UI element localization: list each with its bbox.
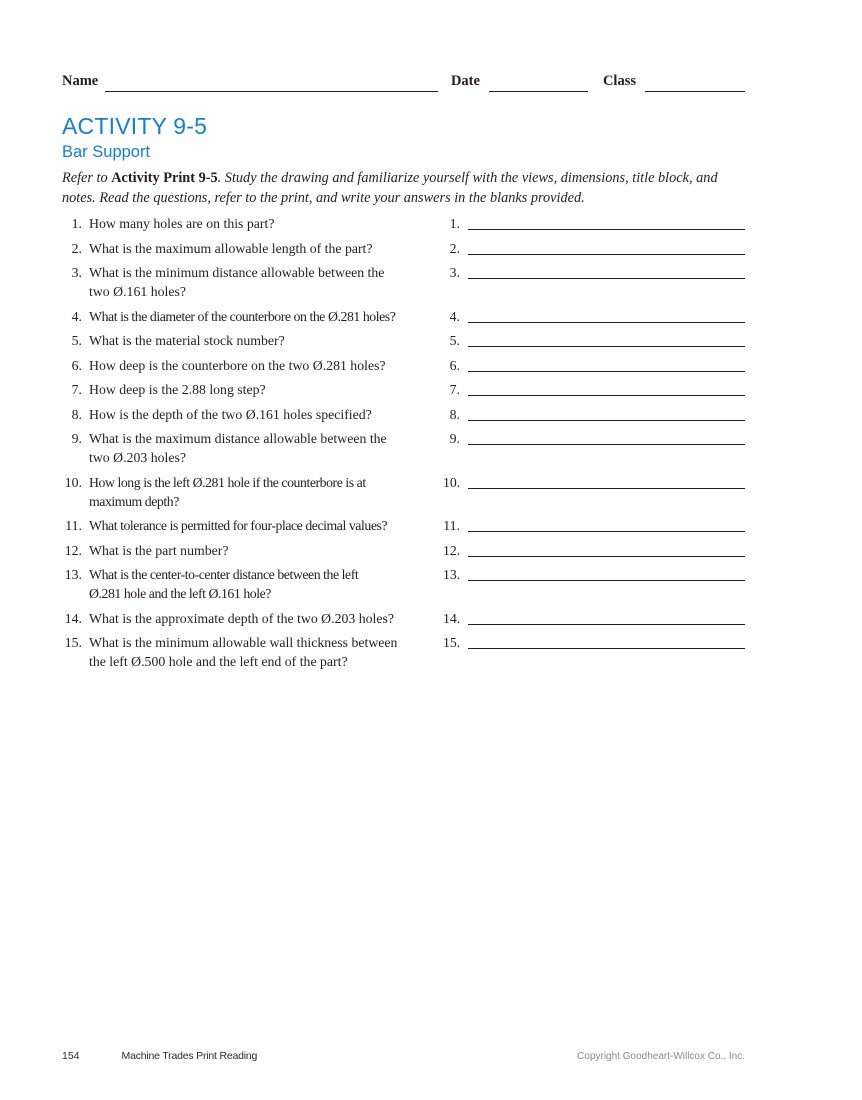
question-text [89, 405, 434, 424]
question-cell [62, 356, 434, 375]
date-blank-field[interactable] [489, 88, 588, 92]
answer-number: 10. [443, 474, 461, 490]
class-blank-field[interactable] [645, 88, 745, 92]
page-footer [62, 1050, 745, 1062]
question-row [62, 516, 745, 535]
question-list [62, 214, 745, 671]
answer-cell [443, 356, 745, 375]
question-text [89, 356, 434, 375]
question-cell [62, 516, 434, 535]
answer-blank[interactable] [468, 473, 745, 489]
question-cell [62, 633, 434, 671]
question-line: the left Ø.500 hole and the left end of the part? [89, 654, 348, 669]
answer-number: 13. [443, 567, 461, 582]
question-cell [62, 565, 434, 603]
question-row [62, 263, 745, 301]
question-text [89, 541, 434, 560]
question-cell [62, 473, 434, 511]
answer-number: 2. [449, 240, 460, 256]
book-title: Machine Trades Print Reading [121, 1050, 258, 1062]
question-row [62, 541, 745, 560]
answer-blank[interactable] [468, 263, 745, 279]
answer-blank[interactable] [468, 307, 745, 323]
question-number: 13. [64, 567, 82, 582]
question-number: 3. [71, 265, 82, 280]
answer-cell [443, 214, 745, 233]
print-reference: Activity Print 9-5 [111, 170, 218, 186]
question-cell [62, 429, 434, 467]
question-row [62, 356, 745, 375]
question-number: 8. [71, 406, 82, 422]
question-cell [62, 609, 434, 628]
question-line: What tolerance is permitted for four-place decimal values? [89, 518, 388, 533]
question-line: two Ø.161 holes? [89, 284, 186, 299]
answer-blank[interactable] [468, 356, 745, 372]
question-line: What is the material stock number? [89, 333, 285, 348]
question-row [62, 214, 745, 233]
answer-blank[interactable] [468, 565, 745, 581]
question-line: Ø.281 hole and the left Ø.161 hole? [89, 586, 271, 601]
question-number: 2. [71, 240, 82, 256]
question-line: How deep is the 2.88 long step? [89, 382, 266, 397]
question-line: What is the approximate depth of the two Ø.203 holes? [89, 610, 394, 626]
answer-number: 15. [443, 635, 461, 650]
answer-blank[interactable] [468, 380, 745, 396]
question-number: 4. [71, 308, 82, 324]
date-label: Date [450, 73, 480, 89]
copyright-notice: Copyright Goodheart-Willcox Co., Inc. [577, 1051, 745, 1062]
answer-cell [443, 380, 745, 399]
name-date-class-row [62, 73, 745, 90]
question-row [62, 565, 745, 603]
question-cell [62, 380, 434, 399]
answer-number: 4. [449, 308, 460, 324]
question-line: How long is the left Ø.281 hole if the counterbore is at [89, 474, 366, 490]
question-row [62, 405, 745, 424]
answer-blank[interactable] [468, 331, 745, 347]
question-text [89, 263, 434, 301]
answer-blank[interactable] [468, 633, 745, 649]
answer-blank[interactable] [468, 214, 745, 230]
question-text [89, 307, 434, 326]
question-row [62, 239, 745, 258]
answer-number: 6. [449, 357, 460, 373]
answer-cell [443, 516, 745, 535]
name-blank-field[interactable] [105, 88, 438, 92]
question-line: What is the minimum distance allowable between the [89, 265, 385, 280]
question-line: How deep is the counterbore on the two Ø.281 holes? [89, 357, 386, 373]
question-text [89, 565, 434, 603]
answer-blank[interactable] [468, 405, 745, 421]
answer-number: 5. [449, 333, 460, 348]
question-text [89, 473, 434, 511]
question-number: 11. [65, 518, 82, 533]
question-line: How many holes are on this part? [89, 216, 275, 231]
question-number: 9. [71, 431, 82, 446]
answer-blank[interactable] [468, 516, 745, 532]
question-text [89, 380, 434, 399]
activity-title: ACTIVITY 9-5 [62, 113, 208, 139]
question-line: maximum depth? [89, 493, 179, 509]
question-number: 5. [71, 333, 82, 348]
answer-number: 7. [449, 382, 460, 397]
question-cell [62, 405, 434, 424]
question-text [89, 429, 434, 467]
answer-number: 9. [449, 431, 460, 446]
instructions-body: . Study the drawing and familiarize yourself with the views, dimensions, title block, and notes. Read the questions, refer to the print, and write your answers in the blanks provided. [62, 170, 718, 206]
class-label: Class [602, 73, 636, 89]
answer-cell [443, 541, 745, 560]
question-line: What is the center-to-center distance between the left [89, 567, 359, 582]
question-row [62, 331, 745, 350]
answer-cell [443, 239, 745, 258]
question-row [62, 633, 745, 671]
question-number: 10. [64, 474, 82, 490]
question-line: What is the minimum allowable wall thickness between [89, 635, 398, 650]
question-cell [62, 239, 434, 258]
question-row [62, 473, 745, 511]
answer-cell [443, 609, 745, 628]
answer-blank[interactable] [468, 239, 745, 255]
question-line: two Ø.203 holes? [89, 450, 186, 465]
answer-blank[interactable] [468, 541, 745, 557]
question-text [89, 633, 434, 671]
question-number: 6. [71, 357, 82, 373]
answer-blank[interactable] [468, 429, 745, 445]
answer-number: 14. [443, 610, 461, 626]
question-number: 14. [64, 610, 82, 626]
question-row [62, 307, 745, 326]
question-line: What is the part number? [89, 542, 229, 558]
answer-cell [443, 405, 745, 424]
question-number: 15. [64, 635, 82, 650]
question-text [89, 609, 434, 628]
question-cell [62, 307, 434, 326]
question-cell [62, 263, 434, 301]
answer-blank[interactable] [468, 609, 745, 625]
question-number: 12. [64, 542, 82, 558]
answer-number: 1. [449, 216, 460, 231]
question-row [62, 429, 745, 467]
question-cell [62, 214, 434, 233]
answer-cell [443, 473, 745, 492]
answer-number: 3. [449, 265, 460, 280]
question-number: 1. [71, 216, 82, 231]
instructions-lead: Refer to [62, 170, 112, 186]
question-row [62, 609, 745, 628]
answer-cell [443, 307, 745, 326]
question-text [89, 214, 434, 233]
answer-number: 8. [449, 406, 460, 422]
name-label: Name [62, 73, 99, 89]
question-text [89, 516, 434, 535]
answer-number: 11. [443, 518, 460, 533]
question-line: How is the depth of the two Ø.161 holes specified? [89, 406, 372, 422]
question-cell [62, 331, 434, 350]
answer-cell [443, 565, 745, 584]
question-line: What is the diameter of the counterbore on the Ø.281 holes? [89, 308, 396, 324]
page-number: 154 [62, 1050, 80, 1062]
question-cell [62, 541, 434, 560]
answer-cell [443, 633, 745, 652]
activity-subtitle: Bar Support [62, 143, 151, 161]
answer-cell [443, 429, 745, 448]
instructions-paragraph [62, 169, 745, 208]
answer-number: 12. [443, 542, 461, 558]
question-text [89, 239, 434, 258]
question-row [62, 380, 745, 399]
answer-cell [443, 263, 745, 282]
question-text [89, 331, 434, 350]
answer-cell [443, 331, 745, 350]
question-number: 7. [71, 382, 82, 397]
question-line: What is the maximum distance allowable between the [89, 431, 387, 446]
question-line: What is the maximum allowable length of the part? [89, 240, 373, 256]
